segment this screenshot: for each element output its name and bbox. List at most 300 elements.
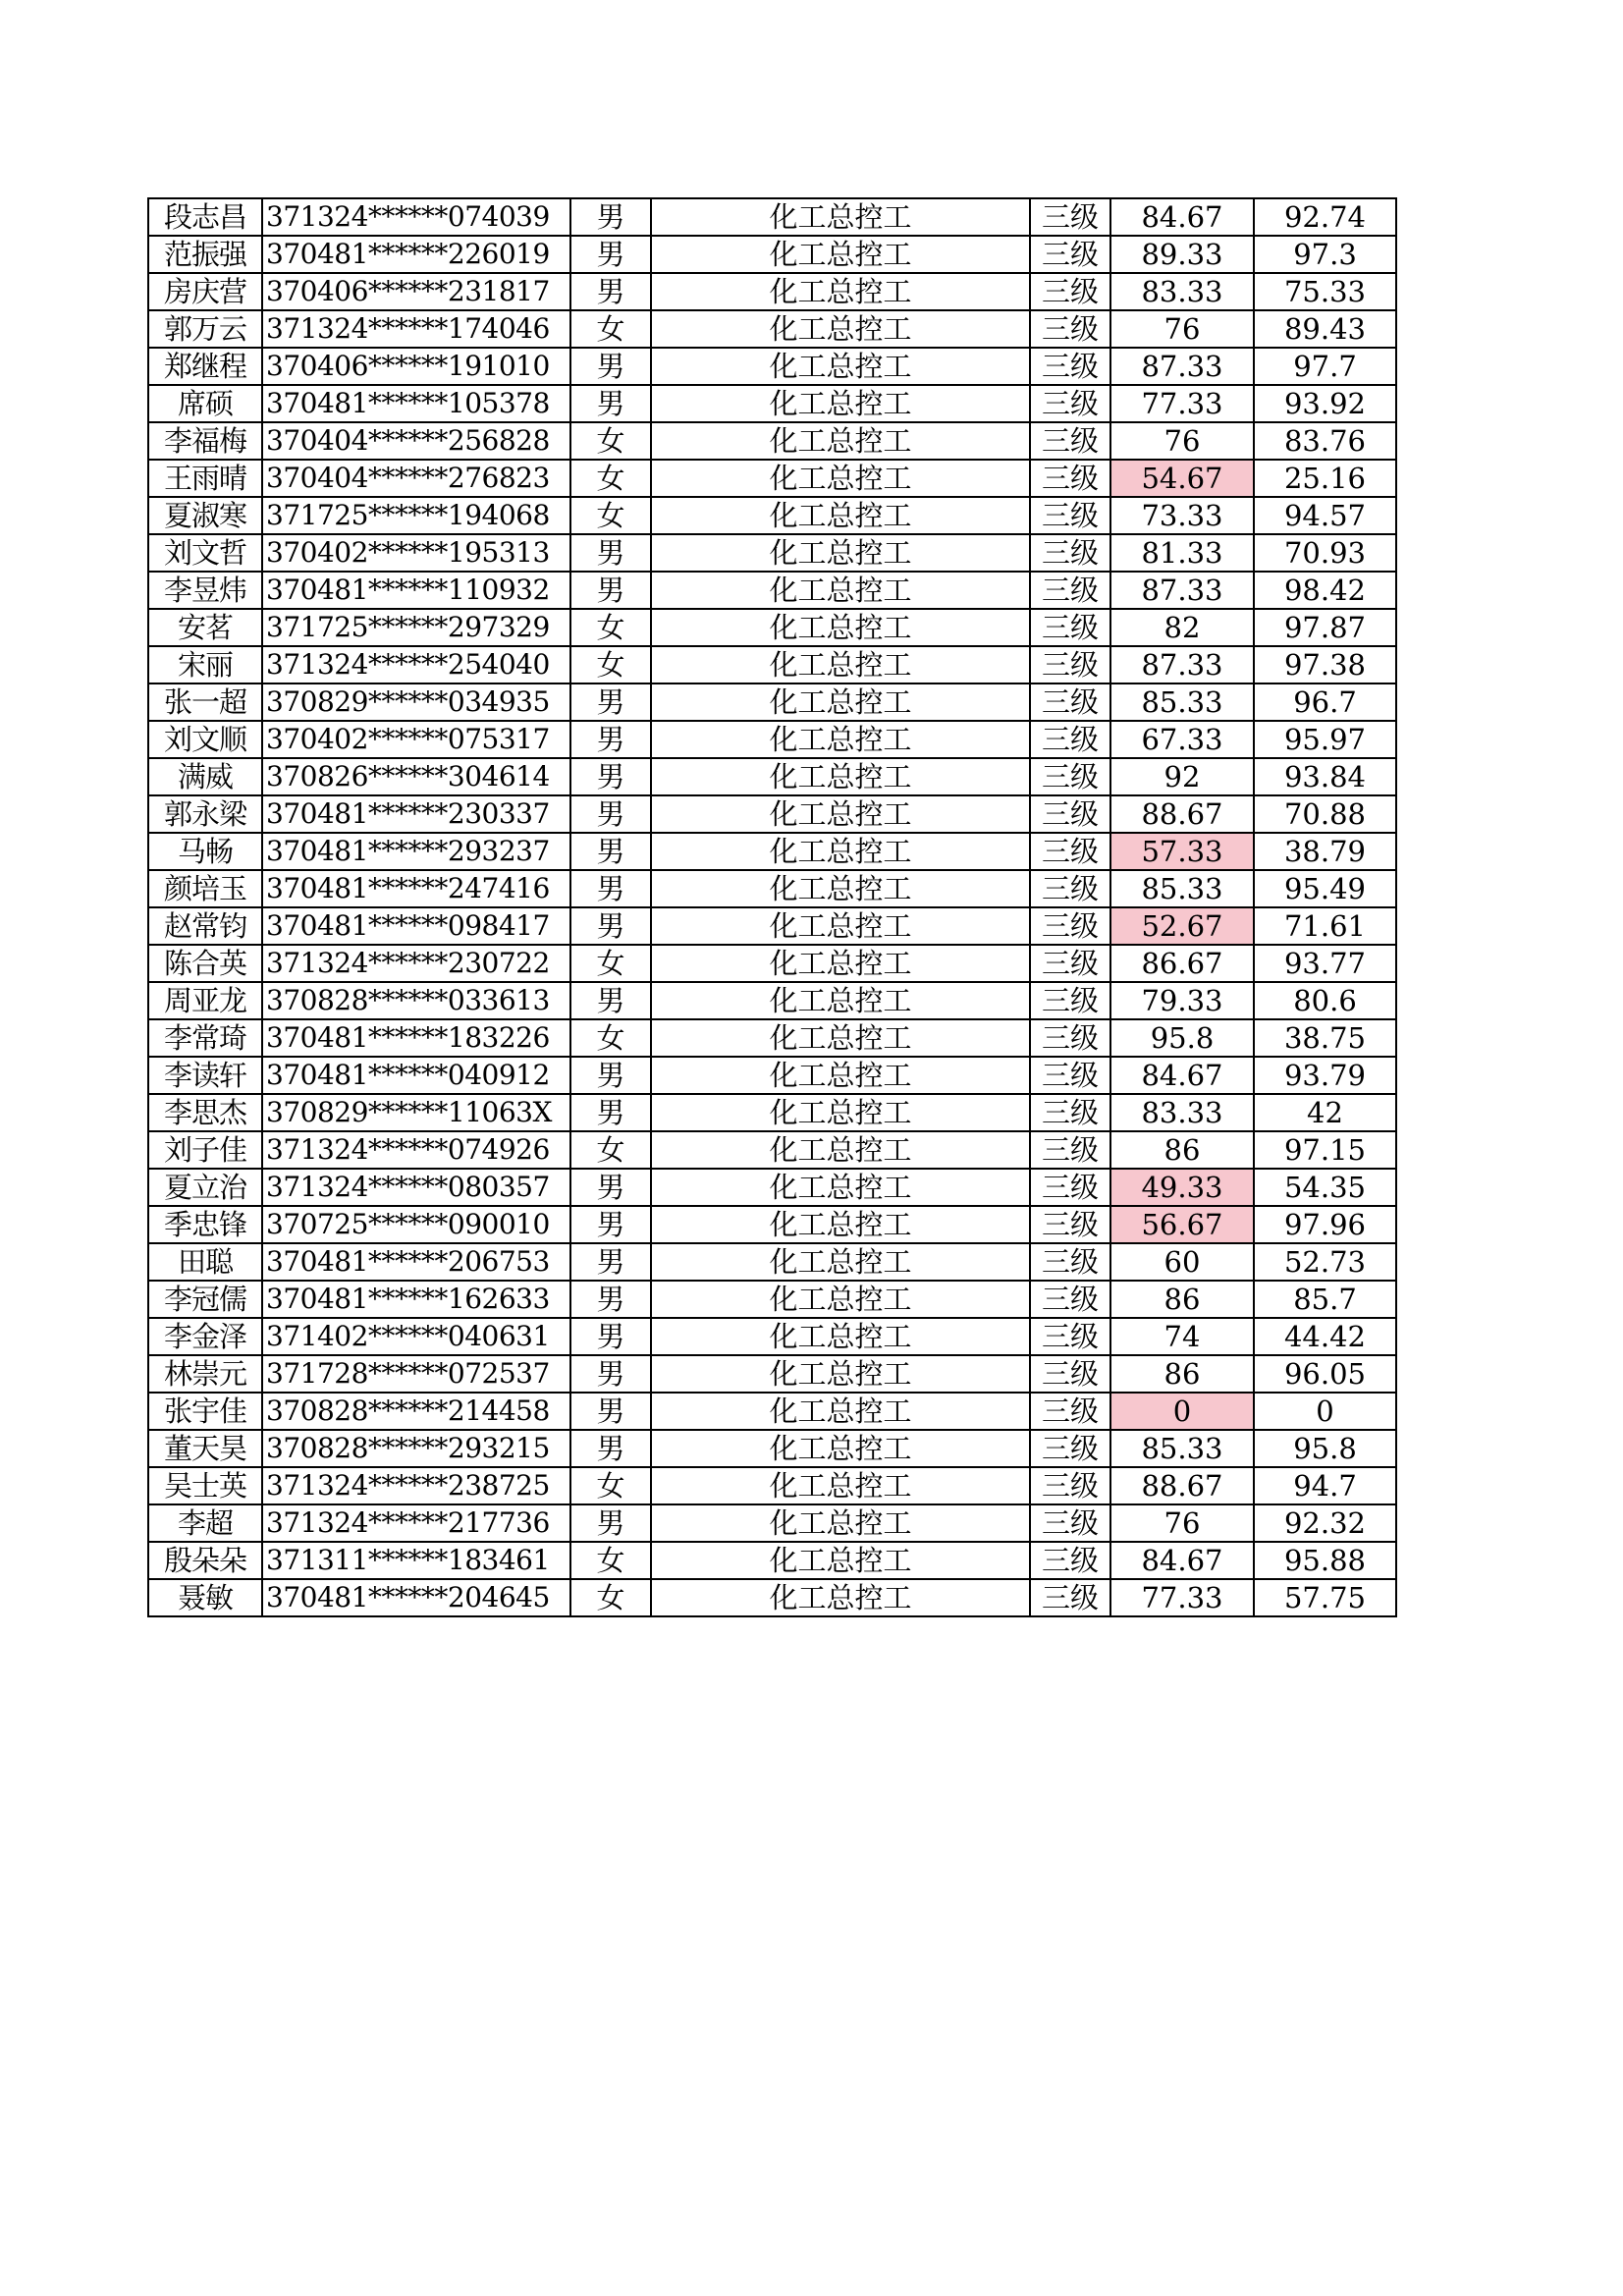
table-row [148, 758, 1396, 795]
table-row [148, 907, 1396, 945]
name-cell: 季忠锋 [148, 1206, 262, 1243]
level-cell: 三级 [1030, 1318, 1110, 1355]
level-cell: 三级 [1030, 198, 1110, 236]
name-cell: 殷朵朵 [148, 1542, 262, 1579]
level-cell: 三级 [1030, 609, 1110, 646]
id-cell: 371725******194068 [262, 497, 570, 534]
gender-cell: 男 [570, 1318, 651, 1355]
theory-cell: 84.67 [1110, 1542, 1254, 1579]
table-row [148, 1019, 1396, 1057]
table-row [148, 1057, 1396, 1094]
occupation-cell: 化工总控工 [651, 1430, 1030, 1467]
table-row [148, 572, 1396, 609]
occupation-cell: 化工总控工 [651, 1131, 1030, 1169]
table-row [148, 310, 1396, 348]
occupation-cell: 化工总控工 [651, 1504, 1030, 1542]
id-cell: 370402******075317 [262, 721, 570, 758]
id-cell: 371402******040631 [262, 1318, 570, 1355]
practical-cell: 85.7 [1254, 1281, 1396, 1318]
name-cell: 马畅 [148, 833, 262, 870]
practical-cell: 97.87 [1254, 609, 1396, 646]
occupation-cell: 化工总控工 [651, 236, 1030, 273]
name-cell: 张一超 [148, 683, 262, 721]
theory-cell: 83.33 [1110, 273, 1254, 310]
id-cell: 370725******090010 [262, 1206, 570, 1243]
occupation-cell: 化工总控工 [651, 1318, 1030, 1355]
name-cell: 郭永梁 [148, 795, 262, 833]
practical-cell: 70.88 [1254, 795, 1396, 833]
name-cell: 李冠儒 [148, 1281, 262, 1318]
level-cell: 三级 [1030, 683, 1110, 721]
id-cell: 370826******304614 [262, 758, 570, 795]
name-cell: 郑继程 [148, 348, 262, 385]
occupation-cell: 化工总控工 [651, 273, 1030, 310]
occupation-cell: 化工总控工 [651, 1281, 1030, 1318]
id-cell: 370481******040912 [262, 1057, 570, 1094]
occupation-cell: 化工总控工 [651, 795, 1030, 833]
table-row [148, 1504, 1396, 1542]
theory-cell: 87.33 [1110, 646, 1254, 683]
gender-cell: 男 [570, 1355, 651, 1393]
gender-cell: 男 [570, 273, 651, 310]
table-row [148, 1281, 1396, 1318]
name-cell: 宋丽 [148, 646, 262, 683]
id-cell: 370481******204645 [262, 1579, 570, 1616]
theory-cell: 83.33 [1110, 1094, 1254, 1131]
theory-cell: 85.33 [1110, 1430, 1254, 1467]
gender-cell: 男 [570, 1057, 651, 1094]
table-row [148, 1467, 1396, 1504]
level-cell: 三级 [1030, 1206, 1110, 1243]
gender-cell: 男 [570, 1169, 651, 1206]
practical-cell: 97.96 [1254, 1206, 1396, 1243]
level-cell: 三级 [1030, 1019, 1110, 1057]
gender-cell: 男 [570, 833, 651, 870]
id-cell: 371311******183461 [262, 1542, 570, 1579]
name-cell: 吴士英 [148, 1467, 262, 1504]
table-row [148, 348, 1396, 385]
gender-cell: 男 [570, 1281, 651, 1318]
theory-cell: 88.67 [1110, 795, 1254, 833]
occupation-cell: 化工总控工 [651, 348, 1030, 385]
occupation-cell: 化工总控工 [651, 833, 1030, 870]
gender-cell: 男 [570, 198, 651, 236]
id-cell: 370829******11063X [262, 1094, 570, 1131]
theory-cell: 86 [1110, 1355, 1254, 1393]
gender-cell: 女 [570, 1542, 651, 1579]
table-row [148, 1243, 1396, 1281]
id-cell: 370481******183226 [262, 1019, 570, 1057]
name-cell: 颜培玉 [148, 870, 262, 907]
id-cell: 371324******238725 [262, 1467, 570, 1504]
table-row [148, 422, 1396, 460]
level-cell: 三级 [1030, 1131, 1110, 1169]
practical-cell: 92.74 [1254, 198, 1396, 236]
table-row [148, 497, 1396, 534]
id-cell: 370481******105378 [262, 385, 570, 422]
level-cell: 三级 [1030, 385, 1110, 422]
practical-cell: 94.7 [1254, 1467, 1396, 1504]
gender-cell: 男 [570, 1243, 651, 1281]
name-cell: 范振强 [148, 236, 262, 273]
id-cell: 371725******297329 [262, 609, 570, 646]
theory-cell: 84.67 [1110, 1057, 1254, 1094]
theory-cell: 88.67 [1110, 1467, 1254, 1504]
level-cell: 三级 [1030, 833, 1110, 870]
theory-cell: 86 [1110, 1281, 1254, 1318]
level-cell: 三级 [1030, 534, 1110, 572]
id-cell: 370404******256828 [262, 422, 570, 460]
occupation-cell: 化工总控工 [651, 907, 1030, 945]
level-cell: 三级 [1030, 497, 1110, 534]
name-cell: 陈合英 [148, 945, 262, 982]
gender-cell: 女 [570, 609, 651, 646]
theory-cell: 95.8 [1110, 1019, 1254, 1057]
level-cell: 三级 [1030, 236, 1110, 273]
level-cell: 三级 [1030, 572, 1110, 609]
occupation-cell: 化工总控工 [651, 1542, 1030, 1579]
id-cell: 370404******276823 [262, 460, 570, 497]
practical-cell: 71.61 [1254, 907, 1396, 945]
id-cell: 370828******033613 [262, 982, 570, 1019]
practical-cell: 97.38 [1254, 646, 1396, 683]
score-table [147, 197, 1397, 1617]
level-cell: 三级 [1030, 1467, 1110, 1504]
table-row [148, 1430, 1396, 1467]
practical-cell: 93.79 [1254, 1057, 1396, 1094]
practical-cell: 42 [1254, 1094, 1396, 1131]
table-row [148, 1206, 1396, 1243]
occupation-cell: 化工总控工 [651, 1243, 1030, 1281]
name-cell: 夏立治 [148, 1169, 262, 1206]
practical-cell: 97.15 [1254, 1131, 1396, 1169]
occupation-cell: 化工总控工 [651, 422, 1030, 460]
practical-cell: 52.73 [1254, 1243, 1396, 1281]
table-row [148, 870, 1396, 907]
name-cell: 李读轩 [148, 1057, 262, 1094]
occupation-cell: 化工总控工 [651, 1355, 1030, 1393]
table-row [148, 609, 1396, 646]
gender-cell: 男 [570, 236, 651, 273]
name-cell: 刘文哲 [148, 534, 262, 572]
name-cell: 周亚龙 [148, 982, 262, 1019]
name-cell: 房庆营 [148, 273, 262, 310]
id-cell: 370402******195313 [262, 534, 570, 572]
level-cell: 三级 [1030, 1504, 1110, 1542]
gender-cell: 女 [570, 945, 651, 982]
id-cell: 371728******072537 [262, 1355, 570, 1393]
gender-cell: 女 [570, 1579, 651, 1616]
occupation-cell: 化工总控工 [651, 310, 1030, 348]
name-cell: 田聪 [148, 1243, 262, 1281]
id-cell: 371324******230722 [262, 945, 570, 982]
level-cell: 三级 [1030, 310, 1110, 348]
gender-cell: 男 [570, 385, 651, 422]
practical-cell: 93.84 [1254, 758, 1396, 795]
id-cell: 371324******074926 [262, 1131, 570, 1169]
practical-cell: 95.8 [1254, 1430, 1396, 1467]
theory-cell: 85.33 [1110, 870, 1254, 907]
name-cell: 郭万云 [148, 310, 262, 348]
table-row [148, 236, 1396, 273]
occupation-cell: 化工总控工 [651, 572, 1030, 609]
practical-cell: 93.77 [1254, 945, 1396, 982]
name-cell: 夏淑寒 [148, 497, 262, 534]
practical-cell: 96.05 [1254, 1355, 1396, 1393]
occupation-cell: 化工总控工 [651, 1094, 1030, 1131]
id-cell: 370828******293215 [262, 1430, 570, 1467]
name-cell: 王雨晴 [148, 460, 262, 497]
theory-cell: 79.33 [1110, 982, 1254, 1019]
occupation-cell: 化工总控工 [651, 1393, 1030, 1430]
practical-cell: 75.33 [1254, 273, 1396, 310]
id-cell: 370481******230337 [262, 795, 570, 833]
gender-cell: 女 [570, 1131, 651, 1169]
table-row [148, 833, 1396, 870]
occupation-cell: 化工总控工 [651, 1467, 1030, 1504]
level-cell: 三级 [1030, 1430, 1110, 1467]
name-cell: 李昱炜 [148, 572, 262, 609]
occupation-cell: 化工总控工 [651, 534, 1030, 572]
practical-cell: 70.93 [1254, 534, 1396, 572]
id-cell: 370481******206753 [262, 1243, 570, 1281]
occupation-cell: 化工总控工 [651, 497, 1030, 534]
name-cell: 李福梅 [148, 422, 262, 460]
gender-cell: 女 [570, 310, 651, 348]
table-row [148, 198, 1396, 236]
table-row [148, 683, 1396, 721]
id-cell: 370481******293237 [262, 833, 570, 870]
gender-cell: 女 [570, 646, 651, 683]
name-cell: 林崇元 [148, 1355, 262, 1393]
level-cell: 三级 [1030, 1281, 1110, 1318]
occupation-cell: 化工总控工 [651, 609, 1030, 646]
occupation-cell: 化工总控工 [651, 460, 1030, 497]
theory-cell: 82 [1110, 609, 1254, 646]
id-cell: 370406******231817 [262, 273, 570, 310]
occupation-cell: 化工总控工 [651, 683, 1030, 721]
gender-cell: 男 [570, 683, 651, 721]
theory-cell: 77.33 [1110, 1579, 1254, 1616]
occupation-cell: 化工总控工 [651, 982, 1030, 1019]
theory-cell: 56.67 [1110, 1206, 1254, 1243]
table-row [148, 1579, 1396, 1616]
name-cell: 张宇佳 [148, 1393, 262, 1430]
practical-cell: 95.97 [1254, 721, 1396, 758]
id-cell: 370481******162633 [262, 1281, 570, 1318]
table-row [148, 1393, 1396, 1430]
occupation-cell: 化工总控工 [651, 1579, 1030, 1616]
name-cell: 席硕 [148, 385, 262, 422]
name-cell: 李金泽 [148, 1318, 262, 1355]
gender-cell: 男 [570, 1504, 651, 1542]
table-row [148, 1318, 1396, 1355]
theory-cell: 87.33 [1110, 572, 1254, 609]
practical-cell: 93.92 [1254, 385, 1396, 422]
name-cell: 李思杰 [148, 1094, 262, 1131]
practical-cell: 38.75 [1254, 1019, 1396, 1057]
theory-cell: 57.33 [1110, 833, 1254, 870]
practical-cell: 96.7 [1254, 683, 1396, 721]
practical-cell: 83.76 [1254, 422, 1396, 460]
theory-cell: 67.33 [1110, 721, 1254, 758]
theory-cell: 73.33 [1110, 497, 1254, 534]
level-cell: 三级 [1030, 945, 1110, 982]
occupation-cell: 化工总控工 [651, 1019, 1030, 1057]
id-cell: 371324******254040 [262, 646, 570, 683]
occupation-cell: 化工总控工 [651, 385, 1030, 422]
theory-cell: 74 [1110, 1318, 1254, 1355]
table-row [148, 1355, 1396, 1393]
occupation-cell: 化工总控工 [651, 1169, 1030, 1206]
level-cell: 三级 [1030, 870, 1110, 907]
id-cell: 370829******034935 [262, 683, 570, 721]
practical-cell: 97.7 [1254, 348, 1396, 385]
gender-cell: 男 [570, 572, 651, 609]
occupation-cell: 化工总控工 [651, 870, 1030, 907]
theory-cell: 86.67 [1110, 945, 1254, 982]
gender-cell: 女 [570, 497, 651, 534]
gender-cell: 男 [570, 982, 651, 1019]
theory-cell: 81.33 [1110, 534, 1254, 572]
gender-cell: 男 [570, 1094, 651, 1131]
gender-cell: 男 [570, 758, 651, 795]
level-cell: 三级 [1030, 1355, 1110, 1393]
theory-cell: 60 [1110, 1243, 1254, 1281]
gender-cell: 女 [570, 460, 651, 497]
practical-cell: 54.35 [1254, 1169, 1396, 1206]
id-cell: 371324******217736 [262, 1504, 570, 1542]
gender-cell: 男 [570, 1430, 651, 1467]
name-cell: 李常琦 [148, 1019, 262, 1057]
id-cell: 370481******110932 [262, 572, 570, 609]
theory-cell: 76 [1110, 310, 1254, 348]
gender-cell: 女 [570, 1019, 651, 1057]
theory-cell: 89.33 [1110, 236, 1254, 273]
name-cell: 安茗 [148, 609, 262, 646]
practical-cell: 25.16 [1254, 460, 1396, 497]
gender-cell: 男 [570, 1393, 651, 1430]
table-row [148, 795, 1396, 833]
practical-cell: 94.57 [1254, 497, 1396, 534]
theory-cell: 54.67 [1110, 460, 1254, 497]
theory-cell: 76 [1110, 1504, 1254, 1542]
id-cell: 370481******247416 [262, 870, 570, 907]
table-row [148, 1542, 1396, 1579]
name-cell: 李超 [148, 1504, 262, 1542]
table-row [148, 1131, 1396, 1169]
practical-cell: 95.88 [1254, 1542, 1396, 1579]
gender-cell: 男 [570, 721, 651, 758]
occupation-cell: 化工总控工 [651, 1057, 1030, 1094]
table-row [148, 385, 1396, 422]
table-body [148, 198, 1396, 1616]
id-cell: 371324******080357 [262, 1169, 570, 1206]
gender-cell: 男 [570, 907, 651, 945]
name-cell: 聂敏 [148, 1579, 262, 1616]
gender-cell: 男 [570, 795, 651, 833]
table-row [148, 460, 1396, 497]
practical-cell: 0 [1254, 1393, 1396, 1430]
table-row [148, 1094, 1396, 1131]
level-cell: 三级 [1030, 1542, 1110, 1579]
practical-cell: 92.32 [1254, 1504, 1396, 1542]
gender-cell: 女 [570, 422, 651, 460]
practical-cell: 98.42 [1254, 572, 1396, 609]
gender-cell: 女 [570, 1467, 651, 1504]
gender-cell: 男 [570, 1206, 651, 1243]
table-row [148, 273, 1396, 310]
occupation-cell: 化工总控工 [651, 721, 1030, 758]
theory-cell: 87.33 [1110, 348, 1254, 385]
id-cell: 370481******226019 [262, 236, 570, 273]
practical-cell: 95.49 [1254, 870, 1396, 907]
occupation-cell: 化工总控工 [651, 646, 1030, 683]
occupation-cell: 化工总控工 [651, 945, 1030, 982]
occupation-cell: 化工总控工 [651, 1206, 1030, 1243]
level-cell: 三级 [1030, 273, 1110, 310]
level-cell: 三级 [1030, 1393, 1110, 1430]
theory-cell: 84.67 [1110, 198, 1254, 236]
table-row [148, 646, 1396, 683]
gender-cell: 男 [570, 870, 651, 907]
practical-cell: 57.75 [1254, 1579, 1396, 1616]
practical-cell: 44.42 [1254, 1318, 1396, 1355]
practical-cell: 97.3 [1254, 236, 1396, 273]
table-row [148, 721, 1396, 758]
level-cell: 三级 [1030, 795, 1110, 833]
level-cell: 三级 [1030, 907, 1110, 945]
practical-cell: 89.43 [1254, 310, 1396, 348]
id-cell: 371324******074039 [262, 198, 570, 236]
id-cell: 371324******174046 [262, 310, 570, 348]
level-cell: 三级 [1030, 1057, 1110, 1094]
level-cell: 三级 [1030, 646, 1110, 683]
id-cell: 370828******214458 [262, 1393, 570, 1430]
theory-cell: 49.33 [1110, 1169, 1254, 1206]
level-cell: 三级 [1030, 422, 1110, 460]
name-cell: 段志昌 [148, 198, 262, 236]
level-cell: 三级 [1030, 348, 1110, 385]
level-cell: 三级 [1030, 1094, 1110, 1131]
name-cell: 刘子佳 [148, 1131, 262, 1169]
level-cell: 三级 [1030, 1169, 1110, 1206]
gender-cell: 男 [570, 534, 651, 572]
name-cell: 满威 [148, 758, 262, 795]
name-cell: 赵常钧 [148, 907, 262, 945]
theory-cell: 0 [1110, 1393, 1254, 1430]
level-cell: 三级 [1030, 982, 1110, 1019]
theory-cell: 86 [1110, 1131, 1254, 1169]
theory-cell: 52.67 [1110, 907, 1254, 945]
level-cell: 三级 [1030, 758, 1110, 795]
table-row [148, 945, 1396, 982]
table-row [148, 1169, 1396, 1206]
level-cell: 三级 [1030, 1579, 1110, 1616]
gender-cell: 男 [570, 348, 651, 385]
level-cell: 三级 [1030, 1243, 1110, 1281]
name-cell: 刘文顺 [148, 721, 262, 758]
table-row [148, 982, 1396, 1019]
id-cell: 370406******191010 [262, 348, 570, 385]
practical-cell: 38.79 [1254, 833, 1396, 870]
name-cell: 董天昊 [148, 1430, 262, 1467]
occupation-cell: 化工总控工 [651, 758, 1030, 795]
level-cell: 三级 [1030, 721, 1110, 758]
theory-cell: 92 [1110, 758, 1254, 795]
theory-cell: 76 [1110, 422, 1254, 460]
theory-cell: 77.33 [1110, 385, 1254, 422]
